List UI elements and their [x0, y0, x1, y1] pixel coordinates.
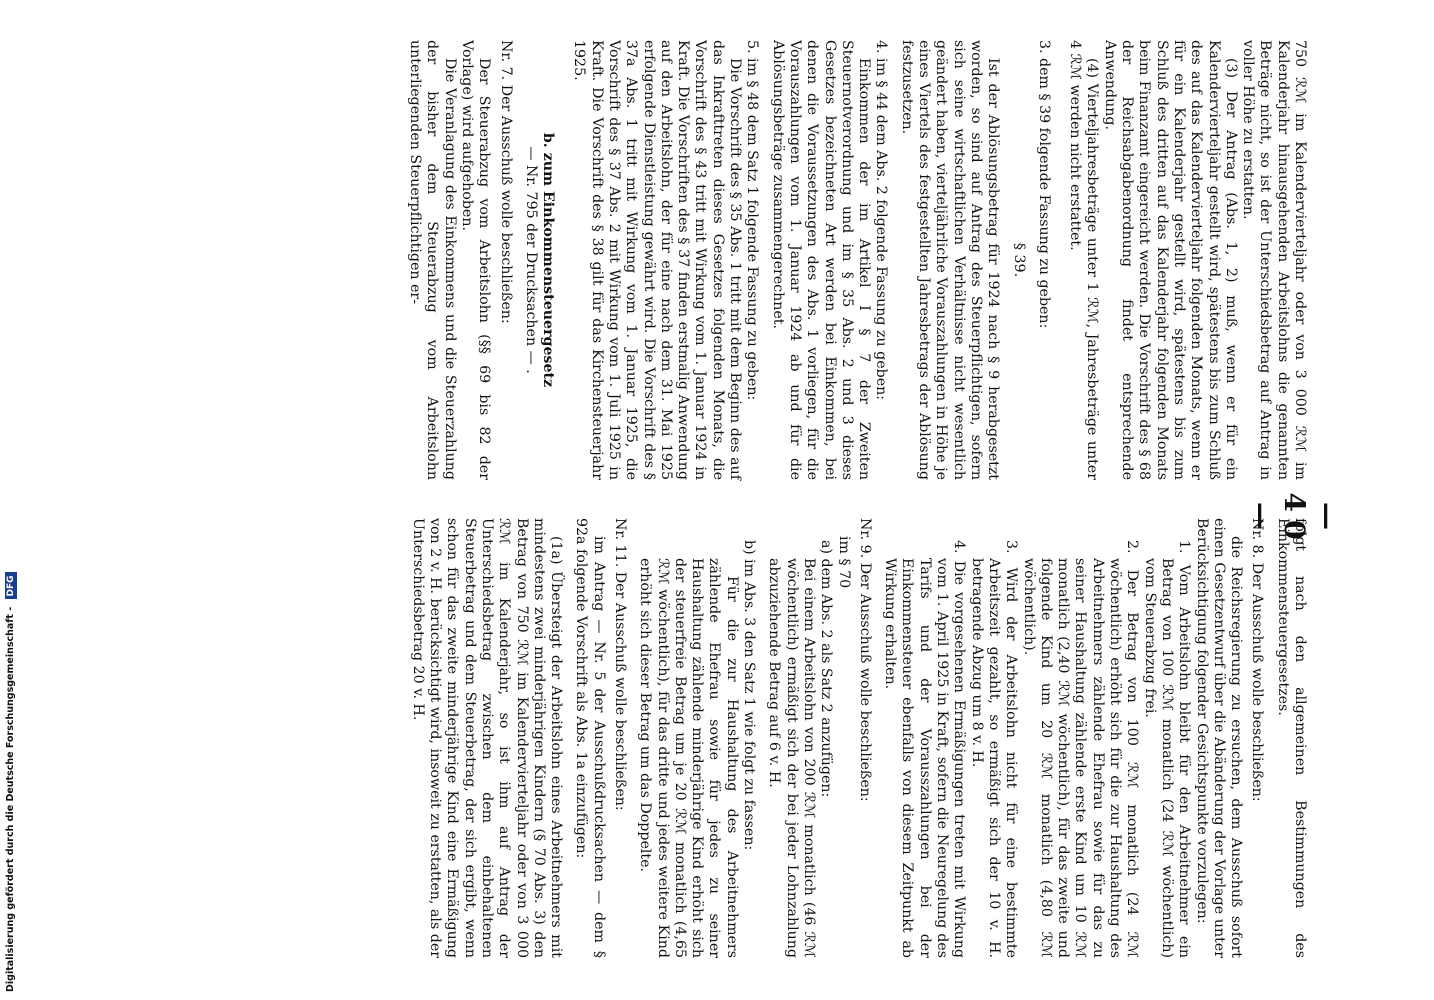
paragraph: (3) Der Antrag (Abs. 1, 2) muß, wenn er für ein Kalendervierteljahr gestellt wird, spätestens bis zum Schluß des auf das Kalendervierteljahr folgenden Monats, wenn er für ein Kalenderjahr gestellt wird, spätestens bis zum Schluß des dritten auf das Kalenderjahr folgenden Monats beim Finanzamt eingereicht werden. Die Vorschrift des § 68 der Reichsabgabenordnung findet entsprechende Anwendung.	[1101, 40, 1239, 480]
credit-text: Digitalisierung gefördert durch die Deutsche Forschungsgemeinschaft -	[5, 606, 16, 992]
paragraph: Einkommen der im Artikel I § 7 der Zweiten Steuernotverordnung und im § 35 Abs. 2 und 3 dieses Gesetzes bezeichneten Art werden bei Einkommen, bei denen die Voraussetzungen des Abs. 1 vorliegen, für die Vorauszahlungen vom 1. Januar 1924 ab und für die Ablösungsbeträge zusammengerechnet.	[769, 40, 873, 480]
list-item: b) im Abs. 3 den Satz 1 wie folgt zu fassen:	[741, 540, 758, 851]
paragraph: Der Steuerabzug vom Arbeitslohn (§§ 69 bis 82 der Vorlage) wird aufgehoben.	[458, 40, 493, 480]
list-item: 1. Vom Arbeitslohn bleibt für den Arbeitnehmer ein Betrag von 100 ℛℳ monatlich (24 ℛℳ wöchentlich) vom Steuerabzug frei.	[1141, 540, 1193, 958]
list-item: 5. im § 48 dem Satz 1 folgende Fassung zu geben:	[744, 40, 761, 401]
paragraph: 750 ℛℳ im Kalendervierteljahr oder von 3 000 ℛℳ im Kalenderjahr hinausgehenden Arbeitslohns die genannten Beträge nicht, so ist der Unterschiedsbetrag auf Antrag in voller Höhe zu erstatten.	[1240, 40, 1308, 480]
rotated-document-page	[190, 40, 1344, 960]
list-item: a) dem Abs. 2 als Satz 2 anzufügen:	[818, 540, 835, 798]
motion-heading: Nr. 7. Der Ausschuß wolle beschließen:	[497, 40, 514, 324]
digitization-credit	[0, 0, 22, 1000]
paragraph: im § 70	[835, 536, 852, 589]
paragraph: folgt nach den allgemeinen Bestimmungen des Einkommensteuergesetzes.	[1274, 518, 1308, 958]
paragraph: Die Veranlagung des Einkommens und die Steuerzahlung der bisher dem Steuerabzug vom Arbeitslohn unterliegenden Steuerpflichtigen er-	[407, 40, 458, 480]
subsection-subheading: — Nr. 795 der Drucksachen — .	[522, 146, 539, 374]
paragraph: die Reichsregierung zu ersuchen, dem Ausschuß sofort einen Gesetzentwurf über die Abänderung der Vorlage unter Berücksichtigung folgender Gesichtspunkte vorzulegen:	[1193, 518, 1245, 958]
motion-heading: Nr. 11. Der Ausschuß wolle beschließen:	[612, 518, 629, 811]
list-item: 4. Die vorgesehenen Ermäßigungen treten mit Wirkung vom 1. April 1925 in Kraft, sofern die Neuregelung des Tarifs und der Vorausszahlungen bei der Einkommensteuer ebenfalls von diesem Zeitpunkt ab Wirkung erhalten.	[882, 540, 968, 958]
subsection-heading: b. zum Einkommensteuergesetz	[540, 132, 557, 388]
paragraph: (4) Vierteljahresbeträge unter 1 ℛℳ, Jahresbeträge unter 4 ℛℳ werden nicht erstattet.	[1067, 40, 1101, 480]
section-heading: § 39.	[1010, 242, 1027, 278]
list-item: 2. Der Betrag von 100 ℛℳ monatlich (24 ℛℳ wöchentlich) erhöht sich für die zur Haushaltung des Arbeitnehmers zählende Ehefrau sowie für das zu seiner Haushaltung zählende erste Kind um 10 ℛℳ monatlich (2,40 ℛℳ wöchentlich), für das zweite und folgende Kind um 20 ℛℳ monatlich (4,80 ℛℳ wöchentlich).	[1020, 540, 1141, 958]
paragraph: Bei einem Arbeitslohn von 200 ℛℳ monatlich (46 ℛℳ wöchentlich) ermäßigt sich der bei jeder Lohnzahlung abzuziehende Betrag auf 6 v. H.	[766, 558, 817, 958]
left-column	[406, 40, 1308, 480]
paragraph: Für die zur Haushaltung des Arbeitnehmers zählende Ehefrau sowie für jedes zu seiner Haushaltung zählende minderjährige Kind erhöht sich der steuerfreie Betrag um je 20 ℛℳ monatlich (4,65 ℛℳ wöchentlich), für das dritte und jedes weitere Kind erhöht sich dieser Betrag um das Doppelte.	[637, 558, 740, 958]
paragraph: (1a) Übersteigt der Arbeitslohn eines Arbeitnehmers mit mindestens zwei minderjährigen Kindern (§ 70 Abs. 3) den Betrag von 750 ℛℳ im Kalendervierteljahr oder von 3 000 ℛℳ im Kalenderjahr, so ist ihm auf Antrag der Unterschiedsbetrag zwischen dem einbehaltenen Steuerbetrag und dem Steuerbetrag, der sich ergibt, wenn schon für das zweite minderjährige Kind eine Ermäßigung von 2 v. H. berücksichtigt wird, insoweit zu erstatten, als der Unterschiedsbetrag 20 v. H.	[409, 518, 565, 958]
right-column	[408, 518, 1308, 958]
motion-heading: Nr. 9. Der Ausschuß wolle beschließen:	[856, 518, 873, 802]
motion-heading: Nr. 8. Der Ausschuß wolle beschließen:	[1249, 518, 1266, 802]
page-number: — 40 —	[1245, 492, 1344, 548]
dfg-logo: DFG	[5, 572, 17, 599]
paragraph: Die Vorschrift des § 35 Abs. 1 tritt mit dem Beginn des auf das Inkrafttreten dieses Gesetzes folgenden Monats, die Vorschrift des § 43 tritt mit Wirkung vom 1. Januar 1924 in Kraft. Die Vorschriften des § 37 finden erstmalig Anwendung auf den Arbeitslohn, der für eine nach dem 31. Mai 1925 erfolgende Dienstleistung gewährt wird. Die Vorschrift des § 37a Abs. 1 tritt mit Wirkung vom 1. Januar 1925, die Vorschrift des § 37 Abs. 2 mit Wirkung vom 1. Juli 1925 in Kraft. Die Vorschrift des § 38 gilt für das Kirchensteuerjahr 1925.	[571, 40, 744, 480]
list-item: 3. dem § 39 folgende Fassung zu geben:	[1035, 40, 1052, 329]
list-item: 4. im § 44 dem Abs. 2 folgende Fassung zu geben:	[873, 40, 890, 401]
paragraph: im Antrag — Nr. 5 der Ausschußdrucksachen — dem § 92a folgende Vorschrift als Abs. 1a einzufügen:	[573, 518, 607, 958]
list-item: 3. Wird der Arbeitslohn nicht für eine bestimmte Arbeitszeit gezahlt, so ermäßigt sich der 10 v. H. betragende Abzug um 8 v. H.	[968, 540, 1020, 958]
paragraph: Ist der Ablösungsbetrag für 1924 nach § 9 herabgesetzt worden, so sind auf Antrag des Steuerpflichtigen, sofern sich seine wirtschaftlichen Verhältnisse nicht wesentlich geändert haben, vierteljährliche Vorauszahlungen in Höhe je eines Viertels des festgestellten Jahresbetrags der Ablösung festzusetzen.	[898, 40, 1002, 480]
